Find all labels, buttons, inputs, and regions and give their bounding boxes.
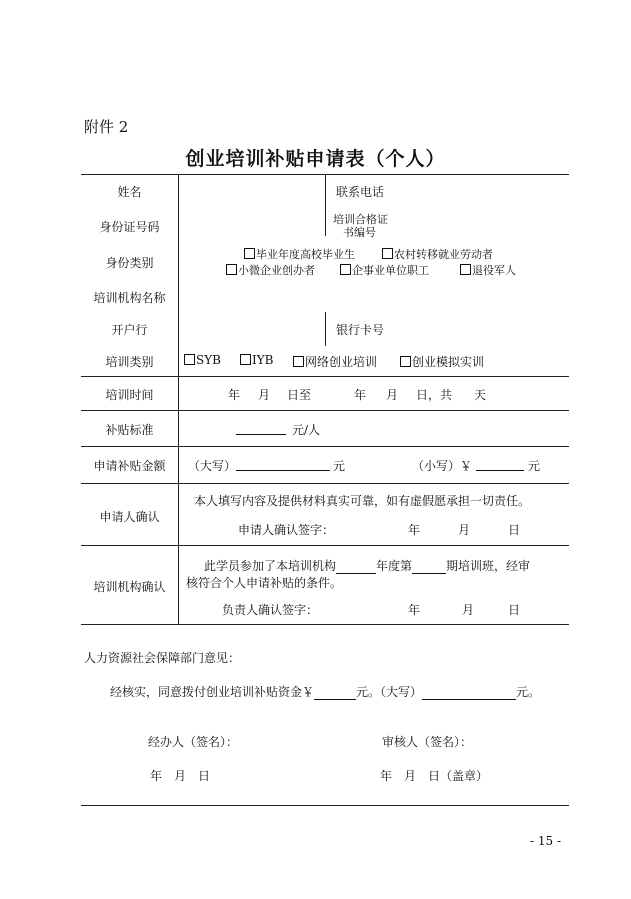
label-identity: 身份类别 [105, 256, 154, 270]
amount-upper-label: （大写） [188, 459, 237, 473]
opinion-upper-field[interactable] [422, 686, 516, 700]
applicant-sign-year: 年 [408, 523, 421, 537]
org-year-field[interactable] [336, 560, 376, 574]
train-option-online[interactable]: 网络创业培训 [293, 353, 377, 370]
train-option-iyb[interactable]: IYB [240, 353, 273, 367]
identity-option-veteran[interactable]: 退役军人 [460, 262, 516, 278]
label-bank-card: 银行卡号 [336, 323, 385, 337]
train-option-syb[interactable]: SYB [184, 353, 221, 367]
label-amount: 申请补贴金额 [93, 459, 166, 473]
amount-upper-field[interactable] [236, 457, 330, 471]
time-days: 天 [474, 388, 487, 402]
form-title: 创业培训补贴申请表（个人） [185, 148, 446, 170]
applicant-sign-day: 日 [508, 523, 521, 537]
time-year: 年 [228, 388, 241, 402]
attachment-label: 附件 2 [84, 118, 129, 136]
org-sign-day: 日 [508, 603, 521, 617]
page-number: - 15 - [530, 834, 562, 848]
amount-lower-label: （小写）￥ [412, 459, 473, 473]
standard-unit: 元/人 [292, 423, 321, 437]
applicant-sign-label: 申请人确认签字： [238, 523, 335, 537]
applicant-sign-month: 月 [458, 523, 471, 537]
label-cert-1: 培训合格证 [333, 213, 388, 226]
opinion-heading: 人力资源社会保障部门意见： [84, 651, 241, 665]
reviewer-sign-label: 审核人（签名）： [382, 735, 473, 749]
train-option-simulation[interactable]: 创业模拟实训 [400, 353, 484, 370]
org-statement-line-1: 此学员参加了本培训机构 年度第 期培训班，经审 [204, 559, 531, 573]
checkbox-icon [244, 248, 255, 259]
identity-option-rural[interactable]: 农村转移就业劳动者 [382, 246, 493, 262]
org-statement-line-2: 核符合个人申请补贴的条件。 [186, 576, 343, 590]
label-applicant-confirm: 申请人确认 [99, 510, 160, 524]
label-cert-2: 书编号 [343, 226, 376, 239]
checkbox-icon [184, 354, 195, 365]
applicant-statement: 本人填写内容及提供材料真实可靠，如有虚假愿承担一切责任。 [194, 494, 531, 508]
time-day-total: 日，共 [416, 388, 453, 402]
opinion-statement: 经核实，同意拨付创业培训补贴资金￥ 元。（大写） 元。 [110, 685, 541, 699]
label-phone: 联系电话 [336, 185, 385, 199]
org-term-field[interactable] [412, 560, 446, 574]
identity-option-small-business[interactable]: 小微企业创办者 [226, 262, 315, 278]
checkbox-icon [226, 264, 237, 275]
identity-option-graduate[interactable]: 毕业年度高校毕业生 [244, 246, 355, 262]
label-train-type: 培训类别 [105, 355, 154, 369]
label-train-time: 培训时间 [105, 388, 154, 402]
handler-date: 年 月 日 [150, 769, 211, 783]
label-org-confirm: 培训机构确认 [93, 580, 166, 594]
label-name: 姓名 [117, 185, 142, 199]
checkbox-icon [382, 248, 393, 259]
org-sign-year: 年 [408, 603, 421, 617]
time-day-to: 日至 [287, 388, 312, 402]
amount-lower-yuan: 元 [528, 459, 541, 473]
checkbox-icon [293, 356, 304, 367]
amount-lower-field[interactable] [476, 457, 524, 471]
identity-option-employee[interactable]: 企事业单位职工 [340, 262, 429, 278]
org-sign-label: 负责人确认签字： [222, 603, 319, 617]
checkbox-icon [460, 264, 471, 275]
org-sign-month: 月 [462, 603, 475, 617]
reviewer-date-stamp: 年 月 日（盖章） [380, 769, 489, 783]
handler-sign-label: 经办人（签名）： [148, 735, 239, 749]
label-id: 身份证号码 [99, 220, 160, 234]
amount-upper-yuan: 元 [333, 459, 346, 473]
time-year-2: 年 [354, 388, 367, 402]
checkbox-icon [240, 354, 251, 365]
label-bank: 开户行 [111, 323, 148, 337]
standard-field[interactable] [236, 421, 286, 435]
label-org: 培训机构名称 [93, 291, 166, 305]
checkbox-icon [400, 356, 411, 367]
opinion-amount-field[interactable] [314, 686, 356, 700]
checkbox-icon [340, 264, 351, 275]
time-month-2: 月 [386, 388, 399, 402]
time-month: 月 [258, 388, 271, 402]
label-standard: 补贴标准 [105, 423, 154, 437]
